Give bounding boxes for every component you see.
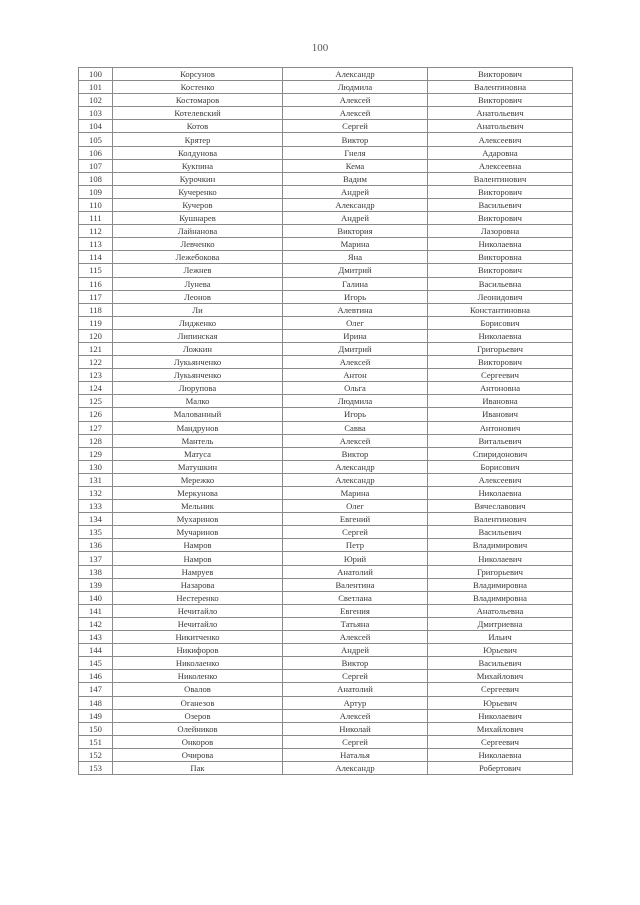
row-number-cell: 111 [79,212,113,225]
row-number-cell: 129 [79,447,113,460]
first-name-cell: Виктор [283,133,428,146]
row-number-cell: 147 [79,683,113,696]
table-row [79,473,573,486]
last-name-cell: Мантель [113,434,283,447]
row-number-cell: 117 [79,290,113,303]
row-number-cell: 143 [79,631,113,644]
row-number-cell: 135 [79,526,113,539]
row-number-cell: 116 [79,277,113,290]
last-name-cell: Лунева [113,277,283,290]
last-name-cell: Люрупова [113,382,283,395]
patronymic-cell: Сергеевич [428,735,573,748]
table-row [79,539,573,552]
patronymic-cell: Михайлович [428,670,573,683]
patronymic-cell: Валентинович [428,513,573,526]
row-number-cell: 118 [79,303,113,316]
first-name-cell: Александр [283,761,428,774]
first-name-cell: Яна [283,251,428,264]
table-row [79,251,573,264]
last-name-cell: Оганезов [113,696,283,709]
last-name-cell: Меркунова [113,487,283,500]
last-name-cell: Овалов [113,683,283,696]
first-name-cell: Татьяна [283,617,428,630]
table-row [79,225,573,238]
row-number-cell: 144 [79,644,113,657]
first-name-cell: Андрей [283,212,428,225]
patronymic-cell: Викторовна [428,251,573,264]
last-name-cell: Матуса [113,447,283,460]
first-name-cell: Валентина [283,578,428,591]
table-row [79,342,573,355]
row-number-cell: 151 [79,735,113,748]
first-name-cell: Алексей [283,356,428,369]
table-row [79,81,573,94]
patronymic-cell: Михайлович [428,722,573,735]
first-name-cell: Александр [283,68,428,81]
row-number-cell: 140 [79,591,113,604]
table-row [79,316,573,329]
patronymic-cell: Вячеславович [428,500,573,513]
last-name-cell: Никифоров [113,644,283,657]
last-name-cell: Лукьянченко [113,369,283,382]
first-name-cell: Алексей [283,709,428,722]
row-number-cell: 149 [79,709,113,722]
last-name-cell: Нестеренко [113,591,283,604]
row-number-cell: 137 [79,552,113,565]
last-name-cell: Намров [113,552,283,565]
patronymic-cell: Алексеевич [428,473,573,486]
patronymic-cell: Васильевич [428,657,573,670]
patronymic-cell: Николаевна [428,748,573,761]
first-name-cell: Андрей [283,644,428,657]
table-row [79,172,573,185]
first-name-cell: Александр [283,460,428,473]
first-name-cell: Сергей [283,670,428,683]
table-row [79,604,573,617]
first-name-cell: Ольга [283,382,428,395]
table-row [79,212,573,225]
last-name-cell: Онкоров [113,735,283,748]
last-name-cell: Левченко [113,238,283,251]
table-row [79,657,573,670]
row-number-cell: 103 [79,107,113,120]
row-number-cell: 125 [79,395,113,408]
patronymic-cell: Николаевна [428,487,573,500]
patronymic-cell: Борисович [428,316,573,329]
patronymic-cell: Борисович [428,460,573,473]
row-number-cell: 105 [79,133,113,146]
first-name-cell: Сергей [283,735,428,748]
row-number-cell: 138 [79,565,113,578]
first-name-cell: Виктор [283,657,428,670]
last-name-cell: Крятер [113,133,283,146]
last-name-cell: Пак [113,761,283,774]
table-row [79,434,573,447]
patronymic-cell: Николаевич [428,552,573,565]
first-name-cell: Евгения [283,604,428,617]
row-number-cell: 133 [79,500,113,513]
row-number-cell: 150 [79,722,113,735]
last-name-cell: Колдунова [113,146,283,159]
patronymic-cell: Анатольевич [428,107,573,120]
table-row [79,513,573,526]
first-name-cell: Сергей [283,120,428,133]
first-name-cell: Игорь [283,290,428,303]
first-name-cell: Ирина [283,329,428,342]
first-name-cell: Сергей [283,526,428,539]
table-row [79,329,573,342]
table-row [79,670,573,683]
first-name-cell: Светлана [283,591,428,604]
last-name-cell: Курочкин [113,172,283,185]
last-name-cell: Лукьянченко [113,356,283,369]
table-row [79,107,573,120]
first-name-cell: Людмила [283,395,428,408]
table-row [79,277,573,290]
patronymic-cell: Робертович [428,761,573,774]
table-row [79,617,573,630]
patronymic-cell: Анатольевич [428,120,573,133]
first-name-cell: Игорь [283,408,428,421]
table-row [79,683,573,696]
first-name-cell: Алевтина [283,303,428,316]
row-number-cell: 128 [79,434,113,447]
patronymic-cell: Николаевич [428,709,573,722]
patronymic-cell: Юрьевич [428,696,573,709]
table-row [79,552,573,565]
last-name-cell: Лежнев [113,264,283,277]
first-name-cell: Олег [283,500,428,513]
row-number-cell: 139 [79,578,113,591]
row-number-cell: 148 [79,696,113,709]
last-name-cell: Николенко [113,670,283,683]
patronymic-cell: Николаевна [428,238,573,251]
patronymic-cell: Алексеевна [428,159,573,172]
patronymic-cell: Юрьевич [428,644,573,657]
row-number-cell: 108 [79,172,113,185]
row-number-cell: 115 [79,264,113,277]
table-row [79,735,573,748]
last-name-cell: Мережко [113,473,283,486]
last-name-cell: Назарова [113,578,283,591]
first-name-cell: Анатолий [283,683,428,696]
first-name-cell: Гнеля [283,146,428,159]
row-number-cell: 132 [79,487,113,500]
last-name-cell: Мучаринов [113,526,283,539]
last-name-cell: Малко [113,395,283,408]
first-name-cell: Виктория [283,225,428,238]
last-name-cell: Намруев [113,565,283,578]
first-name-cell: Юрий [283,552,428,565]
table-row [79,264,573,277]
table-row [79,526,573,539]
patronymic-cell: Анатольевна [428,604,573,617]
table-row [79,565,573,578]
patronymic-cell: Васильевич [428,198,573,211]
first-name-cell: Антон [283,369,428,382]
patronymic-cell: Васильевич [428,526,573,539]
first-name-cell: Алексей [283,631,428,644]
row-number-cell: 124 [79,382,113,395]
table-row [79,631,573,644]
first-name-cell: Евгений [283,513,428,526]
first-name-cell: Александр [283,473,428,486]
table-row [79,238,573,251]
patronymic-cell: Викторович [428,212,573,225]
table-row [79,709,573,722]
first-name-cell: Марина [283,487,428,500]
row-number-cell: 113 [79,238,113,251]
table-row [79,185,573,198]
first-name-cell: Олег [283,316,428,329]
row-number-cell: 136 [79,539,113,552]
patronymic-cell: Николаевна [428,329,573,342]
first-name-cell: Петр [283,539,428,552]
last-name-cell: Котов [113,120,283,133]
first-name-cell: Кема [283,159,428,172]
row-number-cell: 100 [79,68,113,81]
patronymic-cell: Адаровна [428,146,573,159]
table-row [79,447,573,460]
page-number: 100 [311,42,329,54]
last-name-cell: Кушнарев [113,212,283,225]
last-name-cell: Лежебокова [113,251,283,264]
row-number-cell: 106 [79,146,113,159]
roster-body [79,68,573,775]
row-number-cell: 104 [79,120,113,133]
patronymic-cell: Антонович [428,421,573,434]
row-number-cell: 152 [79,748,113,761]
table-row [79,408,573,421]
last-name-cell: Ли [113,303,283,316]
table-row [79,500,573,513]
patronymic-cell: Сергеевич [428,683,573,696]
row-number-cell: 130 [79,460,113,473]
patronymic-cell: Спиридонович [428,447,573,460]
table-row [79,146,573,159]
table-row [79,159,573,172]
row-number-cell: 119 [79,316,113,329]
patronymic-cell: Владимировна [428,578,573,591]
row-number-cell: 142 [79,617,113,630]
last-name-cell: Кучеренко [113,185,283,198]
first-name-cell: Савва [283,421,428,434]
row-number-cell: 114 [79,251,113,264]
table-row [79,460,573,473]
patronymic-cell: Константиновна [428,303,573,316]
patronymic-cell: Ивановна [428,395,573,408]
patronymic-cell: Викторович [428,185,573,198]
row-number-cell: 107 [79,159,113,172]
last-name-cell: Озеров [113,709,283,722]
last-name-cell: Никитченко [113,631,283,644]
first-name-cell: Анатолий [283,565,428,578]
patronymic-cell: Викторович [428,68,573,81]
table-row [79,761,573,774]
last-name-cell: Олейников [113,722,283,735]
patronymic-cell: Викторович [428,94,573,107]
first-name-cell: Марина [283,238,428,251]
last-name-cell: Ложкин [113,342,283,355]
patronymic-cell: Васильевна [428,277,573,290]
last-name-cell: Очирова [113,748,283,761]
row-number-cell: 109 [79,185,113,198]
last-name-cell: Кукпина [113,159,283,172]
row-number-cell: 122 [79,356,113,369]
first-name-cell: Дмитрий [283,342,428,355]
last-name-cell: Кучеров [113,198,283,211]
table-row [79,591,573,604]
first-name-cell: Галина [283,277,428,290]
roster-table [78,67,573,775]
patronymic-cell: Владимирович [428,539,573,552]
first-name-cell: Людмила [283,81,428,94]
last-name-cell: Костомаров [113,94,283,107]
last-name-cell: Корсунов [113,68,283,81]
first-name-cell: Алексей [283,434,428,447]
table-row [79,303,573,316]
patronymic-cell: Дмитриевна [428,617,573,630]
patronymic-cell: Григорьевич [428,342,573,355]
patronymic-cell: Антоновна [428,382,573,395]
last-name-cell: Леонов [113,290,283,303]
table-row [79,722,573,735]
patronymic-cell: Алексеевич [428,133,573,146]
row-number-cell: 141 [79,604,113,617]
patronymic-cell: Витальевич [428,434,573,447]
first-name-cell: Андрей [283,185,428,198]
table-row [79,487,573,500]
table-row [79,68,573,81]
table-row [79,356,573,369]
first-name-cell: Наталья [283,748,428,761]
table-row [79,369,573,382]
table-row [79,290,573,303]
patronymic-cell: Григорьевич [428,565,573,578]
patronymic-cell: Леонидович [428,290,573,303]
patronymic-cell: Лазоровна [428,225,573,238]
table-row [79,198,573,211]
row-number-cell: 102 [79,94,113,107]
row-number-cell: 127 [79,421,113,434]
first-name-cell: Александр [283,198,428,211]
last-name-cell: Мухаринов [113,513,283,526]
patronymic-cell: Иванович [428,408,573,421]
table-row [79,120,573,133]
last-name-cell: Лидженко [113,316,283,329]
row-number-cell: 101 [79,81,113,94]
patronymic-cell: Сергеевич [428,369,573,382]
patronymic-cell: Ильич [428,631,573,644]
patronymic-cell: Викторович [428,356,573,369]
row-number-cell: 126 [79,408,113,421]
patronymic-cell: Валентиновна [428,81,573,94]
table-row [79,133,573,146]
last-name-cell: Малованный [113,408,283,421]
last-name-cell: Матушкин [113,460,283,473]
table-row [79,395,573,408]
last-name-cell: Нечитайло [113,604,283,617]
last-name-cell: Намров [113,539,283,552]
table-row [79,696,573,709]
patronymic-cell: Викторович [428,264,573,277]
last-name-cell: Нечитайло [113,617,283,630]
row-number-cell: 123 [79,369,113,382]
table-row [79,382,573,395]
last-name-cell: Лайнанова [113,225,283,238]
last-name-cell: Мельник [113,500,283,513]
first-name-cell: Дмитрий [283,264,428,277]
row-number-cell: 131 [79,473,113,486]
first-name-cell: Николай [283,722,428,735]
table-row [79,644,573,657]
row-number-cell: 134 [79,513,113,526]
last-name-cell: Николаенко [113,657,283,670]
last-name-cell: Мандрунов [113,421,283,434]
table-row [79,94,573,107]
row-number-cell: 112 [79,225,113,238]
first-name-cell: Алексей [283,94,428,107]
row-number-cell: 146 [79,670,113,683]
last-name-cell: Костенко [113,81,283,94]
table-row [79,578,573,591]
patronymic-cell: Владимировна [428,591,573,604]
table-row [79,748,573,761]
first-name-cell: Вадим [283,172,428,185]
patronymic-cell: Валентинович [428,172,573,185]
first-name-cell: Алексей [283,107,428,120]
row-number-cell: 120 [79,329,113,342]
first-name-cell: Виктор [283,447,428,460]
row-number-cell: 153 [79,761,113,774]
table-row [79,421,573,434]
row-number-cell: 110 [79,198,113,211]
last-name-cell: Котелевский [113,107,283,120]
row-number-cell: 121 [79,342,113,355]
last-name-cell: Липинская [113,329,283,342]
row-number-cell: 145 [79,657,113,670]
first-name-cell: Артур [283,696,428,709]
